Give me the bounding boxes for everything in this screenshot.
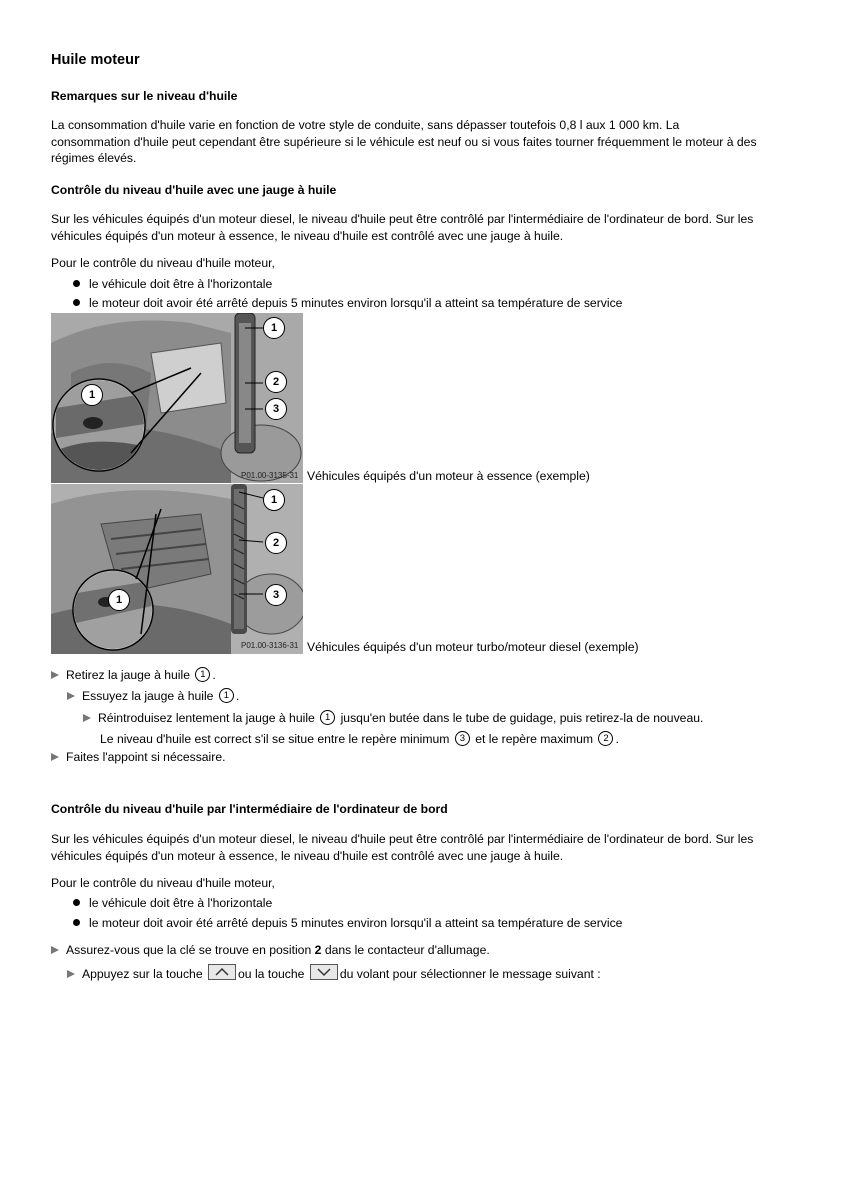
engine-bay-illustration xyxy=(51,484,303,654)
bullet-text: le moteur doit avoir été arrêté depuis 5 minutes environ lorsqu'il a atteint sa température de service xyxy=(89,916,623,930)
step-text: ou la touche xyxy=(238,967,305,981)
step-text: Assurez-vous que la clé se trouve en position xyxy=(66,943,312,957)
step-text: Retirez la jauge à huile xyxy=(66,668,190,682)
engine-figure-petrol xyxy=(51,313,303,483)
bullet-item xyxy=(73,296,622,310)
step-reinsert-dipstick xyxy=(83,710,703,725)
bullet-item xyxy=(73,277,272,291)
section-heading-remarks: Remarques sur le niveau d'huile xyxy=(51,89,238,103)
text-line: véhicules équipés d'un moteur à essence, le niveau d'huile est contrôlé avec une jauge à huile. xyxy=(51,848,564,863)
intro-text: Pour le contrôle du niveau d'huile moteur, xyxy=(51,256,275,270)
callout-3: 3 xyxy=(265,398,287,420)
text-line: La consommation d'huile varie en fonction de votre style de conduite, sans dépasser toutefois 0,8 l aux 1 000 km. La xyxy=(51,118,680,132)
remarks-paragraph xyxy=(51,117,801,167)
step-text: . xyxy=(235,689,240,703)
bullet-icon xyxy=(73,899,80,906)
bullet-icon xyxy=(73,919,80,926)
callout-3: 3 xyxy=(265,584,287,606)
step-arrow-icon xyxy=(51,671,59,679)
figure-code: P01.00-3135-31 xyxy=(241,471,299,480)
figure-caption: Véhicules équipés d'un moteur turbo/moteur diesel (exemple) xyxy=(307,640,639,654)
step-text: . xyxy=(212,668,216,682)
down-arrow-key-icon xyxy=(310,964,338,980)
step-text: Réintroduisez lentement la jauge à huile xyxy=(98,711,315,725)
text-line: Sur les véhicules équipés d'un moteur diesel, le niveau d'huile peut être contrôlé par l'intermédiaire de l'ordinateur de bord. Sur les xyxy=(51,832,754,846)
bullet-text: le véhicule doit être à l'horizontale xyxy=(89,277,273,291)
step-arrow-icon xyxy=(67,692,75,700)
callout-ref-icon: 1 xyxy=(195,667,210,682)
text-line: consommation d'huile peut cependant être supérieure si le véhicule est neuf ou si vous faites tourner fréquemment le moteur à des xyxy=(51,134,757,149)
step-text: Le niveau d'huile est correct s'il se situe entre le repère minimum xyxy=(100,732,450,746)
bullet-item xyxy=(73,916,622,930)
bullet-item xyxy=(73,896,272,910)
step-arrow-icon xyxy=(51,946,59,954)
engine-figure-diesel xyxy=(51,484,303,654)
step-arrow-icon xyxy=(51,753,59,761)
step-press-key xyxy=(67,964,601,981)
step-text: du volant pour sélectionner le message suivant : xyxy=(339,967,601,981)
intro-text: Pour le contrôle du niveau d'huile moteur, xyxy=(51,876,275,890)
step-remove-dipstick xyxy=(51,667,216,682)
callout-1-inset: 1 xyxy=(108,589,130,611)
step-arrow-icon xyxy=(83,714,91,722)
callout-ref-icon: 1 xyxy=(320,710,335,725)
step-arrow-icon xyxy=(67,970,75,978)
onboard-paragraph xyxy=(51,831,801,864)
step-text: dans le contacteur d'allumage. xyxy=(324,943,490,957)
callout-1-inset: 1 xyxy=(81,384,103,406)
step-text: et le repère maximum xyxy=(475,732,594,746)
step-text: Appuyez sur la touche xyxy=(82,967,203,981)
callout-1: 1 xyxy=(263,489,285,511)
callout-2: 2 xyxy=(265,371,287,393)
callout-1: 1 xyxy=(263,317,285,339)
figure-code: P01.00-3136-31 xyxy=(241,641,299,650)
step-text: jusqu'en butée dans le tube de guidage, puis retirez-la de nouveau. xyxy=(340,711,704,725)
step-text: . xyxy=(615,732,619,746)
text-line: régimes élevés. xyxy=(51,151,137,165)
step-wipe-dipstick xyxy=(67,688,239,703)
text-line: véhicules équipés d'un moteur à essence, le niveau d'huile est contrôlé avec une jauge à huile. xyxy=(51,228,564,243)
bullet-text: le moteur doit avoir été arrêté depuis 5 minutes environ lorsqu'il a atteint sa température de service xyxy=(89,296,623,310)
up-arrow-key-icon xyxy=(208,964,236,980)
dipstick-paragraph xyxy=(51,211,801,244)
callout-ref-icon: 3 xyxy=(455,731,470,746)
figure-caption: Véhicules équipés d'un moteur à essence (exemple) xyxy=(307,469,590,483)
step-text: Essuyez la jauge à huile xyxy=(82,689,214,703)
bullet-icon xyxy=(73,280,80,287)
step-key-position xyxy=(51,943,490,957)
callout-2: 2 xyxy=(265,532,287,554)
step-text: Faites l'appoint si nécessaire. xyxy=(66,750,226,764)
position-number: 2 xyxy=(314,943,322,957)
callout-ref-icon: 2 xyxy=(598,731,613,746)
callout-ref-icon: 1 xyxy=(219,688,234,703)
step-top-up xyxy=(51,750,226,764)
bullet-icon xyxy=(73,299,80,306)
page-title: Huile moteur xyxy=(51,52,140,68)
section-heading-dipstick: Contrôle du niveau d'huile avec une jauge à huile xyxy=(51,183,337,197)
bullet-text: le véhicule doit être à l'horizontale xyxy=(89,896,273,910)
step-level-check xyxy=(100,731,619,746)
section-heading-onboard-computer: Contrôle du niveau d'huile par l'intermédiaire de l'ordinateur de bord xyxy=(51,802,448,816)
text-line: Sur les véhicules équipés d'un moteur diesel, le niveau d'huile peut être contrôlé par l'intermédiaire de l'ordinateur de bord. Sur les xyxy=(51,212,754,226)
